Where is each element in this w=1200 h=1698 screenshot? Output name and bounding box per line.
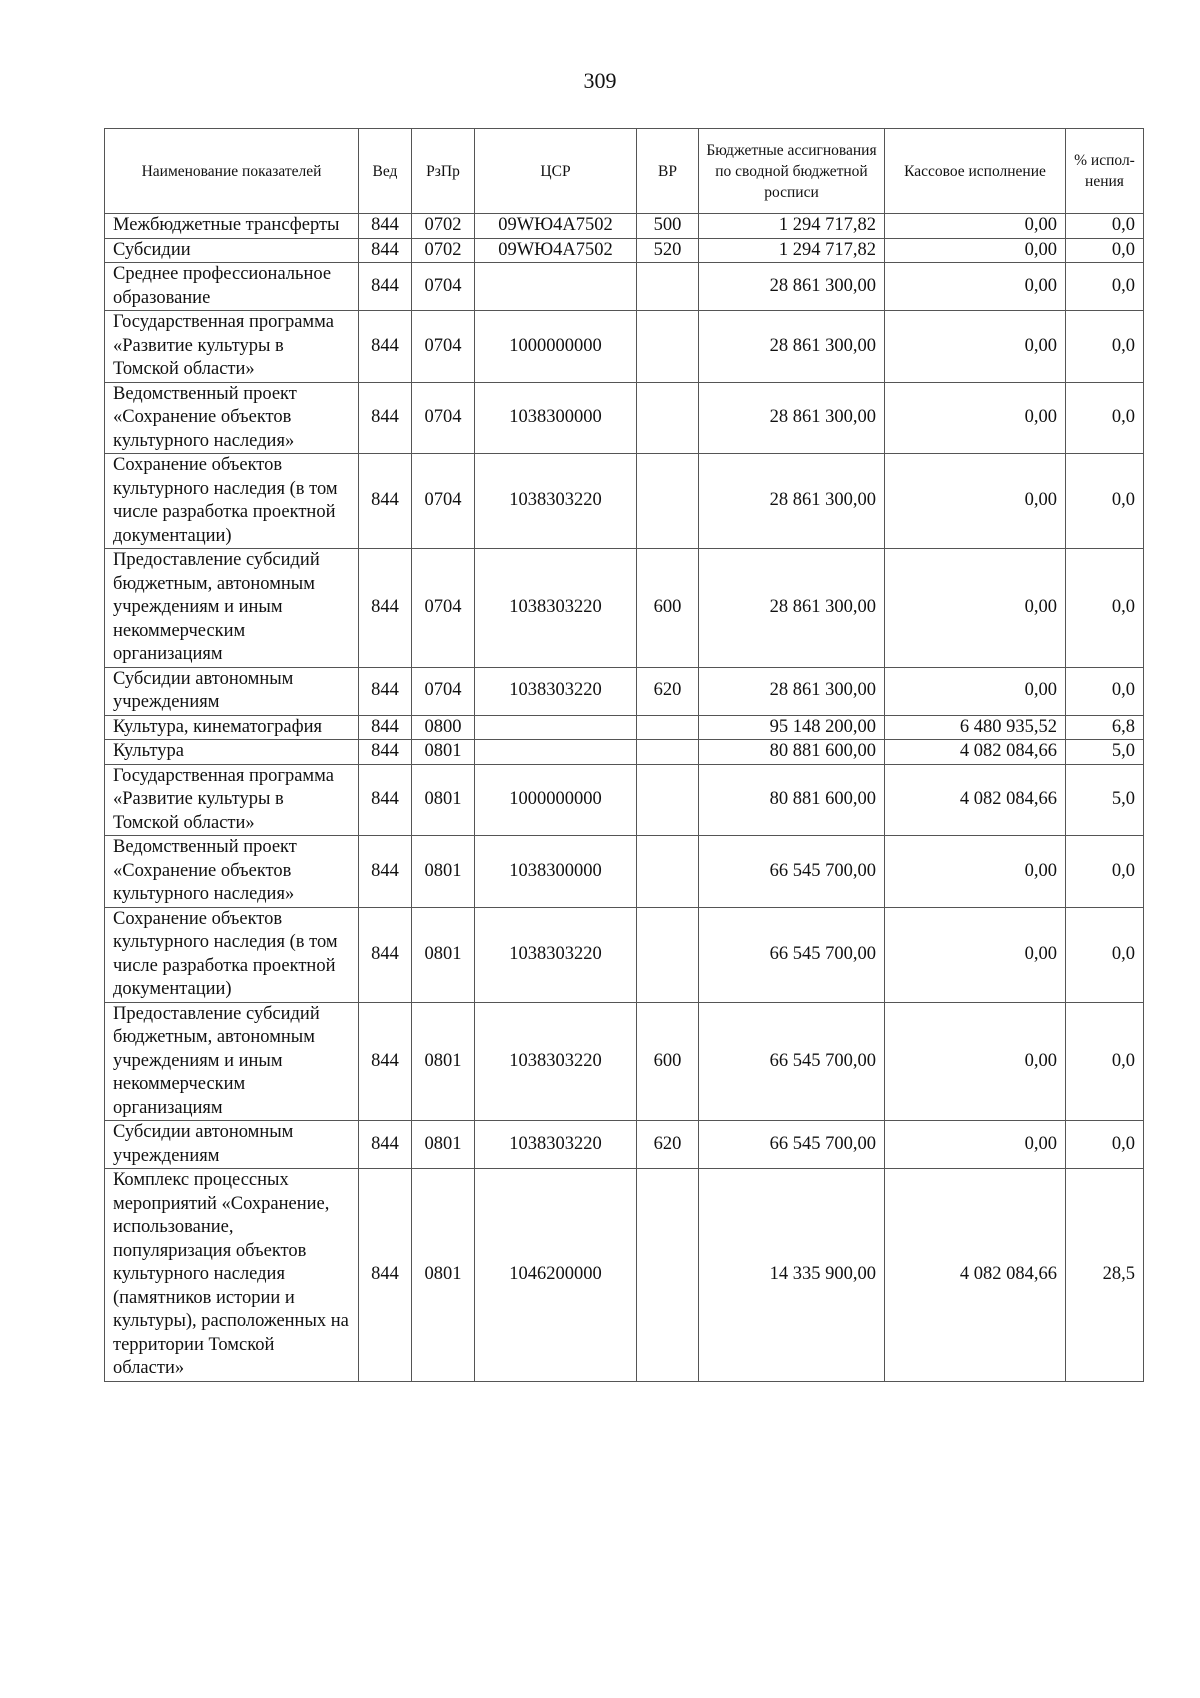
cell-percent: 0,0: [1066, 549, 1144, 668]
table-body: [105, 214, 1144, 1382]
cell-ved: 844: [359, 311, 412, 383]
cell-budget: 95 148 200,00: [699, 715, 885, 740]
cell-csr: 1038303220: [475, 1121, 637, 1169]
cell-name: Субсидии автономным учреждениям: [105, 667, 359, 715]
cell-csr: 1038300000: [475, 382, 637, 454]
cell-rzpr: 0801: [412, 907, 475, 1002]
cell-percent: 0,0: [1066, 454, 1144, 549]
cell-ved: 844: [359, 549, 412, 668]
cell-cash: 0,00: [885, 667, 1066, 715]
budget-execution-table: [104, 128, 1144, 1382]
cell-csr: 09WЮ4A7502: [475, 238, 637, 263]
table-header-row: [105, 129, 1144, 214]
cell-cash: 4 082 084,66: [885, 740, 1066, 765]
cell-budget: 28 861 300,00: [699, 667, 885, 715]
cell-rzpr: 0704: [412, 667, 475, 715]
cell-csr: [475, 740, 637, 765]
cell-cash: 0,00: [885, 1002, 1066, 1121]
cell-budget: 66 545 700,00: [699, 907, 885, 1002]
cell-rzpr: 0704: [412, 263, 475, 311]
cell-name: Межбюджетные трансферты: [105, 214, 359, 239]
cell-ved: 844: [359, 1121, 412, 1169]
cell-percent: 0,0: [1066, 667, 1144, 715]
cell-budget: 66 545 700,00: [699, 1121, 885, 1169]
cell-cash: 0,00: [885, 549, 1066, 668]
cell-budget: 1 294 717,82: [699, 238, 885, 263]
cell-budget: 28 861 300,00: [699, 311, 885, 383]
cell-rzpr: 0704: [412, 382, 475, 454]
cell-ved: 844: [359, 667, 412, 715]
cell-rzpr: 0704: [412, 311, 475, 383]
table-row: [105, 238, 1144, 263]
cell-percent: 28,5: [1066, 1169, 1144, 1382]
header-ved: Вед: [359, 129, 412, 214]
table-row: [105, 907, 1144, 1002]
cell-ved: 844: [359, 836, 412, 908]
cell-cash: 0,00: [885, 382, 1066, 454]
cell-vr: [637, 740, 699, 765]
header-vr: ВР: [637, 129, 699, 214]
cell-rzpr: 0801: [412, 1002, 475, 1121]
cell-rzpr: 0801: [412, 1169, 475, 1382]
cell-vr: [637, 1169, 699, 1382]
cell-ved: 844: [359, 764, 412, 836]
cell-csr: [475, 263, 637, 311]
cell-name: Ведомственный проект «Сохранение объектов культурного наследия»: [105, 836, 359, 908]
cell-percent: 0,0: [1066, 1002, 1144, 1121]
cell-vr: [637, 764, 699, 836]
table-row: [105, 382, 1144, 454]
cell-vr: 500: [637, 214, 699, 239]
cell-ved: 844: [359, 715, 412, 740]
cell-percent: 0,0: [1066, 238, 1144, 263]
cell-csr: 09WЮ4A7502: [475, 214, 637, 239]
cell-budget: 66 545 700,00: [699, 836, 885, 908]
cell-budget: 80 881 600,00: [699, 740, 885, 765]
cell-name: Субсидии: [105, 238, 359, 263]
cell-csr: 1038303220: [475, 454, 637, 549]
cell-csr: 1000000000: [475, 311, 637, 383]
cell-name: Сохранение объектов культурного наследия (в том числе разработка проектной документации): [105, 907, 359, 1002]
cell-cash: 0,00: [885, 1121, 1066, 1169]
header-csr: ЦСР: [475, 129, 637, 214]
cell-percent: 0,0: [1066, 214, 1144, 239]
cell-percent: 0,0: [1066, 311, 1144, 383]
cell-vr: [637, 311, 699, 383]
cell-csr: 1000000000: [475, 764, 637, 836]
table-row: [105, 1121, 1144, 1169]
cell-ved: 844: [359, 263, 412, 311]
table-row: [105, 454, 1144, 549]
header-percent: % испол-нения: [1066, 129, 1144, 214]
page-number: 309: [583, 68, 617, 93]
cell-cash: 0,00: [885, 836, 1066, 908]
table-row: [105, 1169, 1144, 1382]
table-row: [105, 715, 1144, 740]
cell-budget: 14 335 900,00: [699, 1169, 885, 1382]
cell-ved: 844: [359, 907, 412, 1002]
cell-name: Предоставление субсидий бюджетным, автономным учреждениям и иным некоммерческим организациям: [105, 1002, 359, 1121]
cell-percent: 0,0: [1066, 836, 1144, 908]
table-row: [105, 740, 1144, 765]
cell-rzpr: 0801: [412, 764, 475, 836]
cell-ved: 844: [359, 1002, 412, 1121]
cell-rzpr: 0704: [412, 549, 475, 668]
cell-cash: 0,00: [885, 907, 1066, 1002]
cell-vr: [637, 715, 699, 740]
cell-rzpr: 0702: [412, 238, 475, 263]
cell-csr: 1038300000: [475, 836, 637, 908]
cell-ved: 844: [359, 238, 412, 263]
cell-budget: 28 861 300,00: [699, 382, 885, 454]
cell-csr: 1046200000: [475, 1169, 637, 1382]
cell-vr: [637, 454, 699, 549]
cell-cash: 4 082 084,66: [885, 1169, 1066, 1382]
cell-vr: 620: [637, 667, 699, 715]
cell-ved: 844: [359, 740, 412, 765]
table-row: [105, 214, 1144, 239]
cell-percent: 0,0: [1066, 1121, 1144, 1169]
cell-csr: 1038303220: [475, 667, 637, 715]
cell-cash: 0,00: [885, 311, 1066, 383]
cell-rzpr: 0801: [412, 740, 475, 765]
cell-rzpr: 0801: [412, 836, 475, 908]
cell-ved: 844: [359, 454, 412, 549]
cell-rzpr: 0704: [412, 454, 475, 549]
table-row: [105, 836, 1144, 908]
cell-name: Предоставление субсидий бюджетным, автономным учреждениям и иным некоммерческим организациям: [105, 549, 359, 668]
cell-vr: [637, 263, 699, 311]
cell-budget: 28 861 300,00: [699, 454, 885, 549]
cell-percent: 0,0: [1066, 907, 1144, 1002]
cell-vr: 600: [637, 1002, 699, 1121]
cell-budget: 80 881 600,00: [699, 764, 885, 836]
cell-ved: 844: [359, 382, 412, 454]
cell-ved: 844: [359, 1169, 412, 1382]
cell-percent: 5,0: [1066, 740, 1144, 765]
header-cash: Кассовое исполнение: [885, 129, 1066, 214]
table-row: [105, 311, 1144, 383]
header-budget: Бюджетные ассигнования по сводной бюджетной росписи: [699, 129, 885, 214]
cell-cash: 0,00: [885, 238, 1066, 263]
cell-vr: [637, 836, 699, 908]
table-row: [105, 764, 1144, 836]
cell-vr: 520: [637, 238, 699, 263]
table-row: [105, 667, 1144, 715]
cell-name: Ведомственный проект «Сохранение объектов культурного наследия»: [105, 382, 359, 454]
cell-name: Государственная программа «Развитие культуры в Томской области»: [105, 311, 359, 383]
cell-name: Субсидии автономным учреждениям: [105, 1121, 359, 1169]
cell-name: Среднее профессиональное образование: [105, 263, 359, 311]
header-rzpr: РзПр: [412, 129, 475, 214]
cell-vr: [637, 907, 699, 1002]
cell-name: Государственная программа «Развитие культуры в Томской области»: [105, 764, 359, 836]
cell-name: Культура, кинематография: [105, 715, 359, 740]
cell-csr: [475, 715, 637, 740]
header-name: Наименование показателей: [105, 129, 359, 214]
cell-name: Комплекс процессных мероприятий «Сохранение, использование, популяризация объектов культурного наследия (памятников истории и культуры), расположенных на территории Томской области»: [105, 1169, 359, 1382]
cell-vr: 620: [637, 1121, 699, 1169]
cell-budget: 1 294 717,82: [699, 214, 885, 239]
cell-cash: 0,00: [885, 214, 1066, 239]
table-row: [105, 549, 1144, 668]
cell-name: Сохранение объектов культурного наследия (в том числе разработка проектной документации): [105, 454, 359, 549]
cell-cash: 0,00: [885, 454, 1066, 549]
cell-percent: 5,0: [1066, 764, 1144, 836]
cell-cash: 6 480 935,52: [885, 715, 1066, 740]
cell-percent: 0,0: [1066, 263, 1144, 311]
cell-csr: 1038303220: [475, 1002, 637, 1121]
cell-budget: 28 861 300,00: [699, 263, 885, 311]
cell-rzpr: 0702: [412, 214, 475, 239]
cell-percent: 6,8: [1066, 715, 1144, 740]
cell-ved: 844: [359, 214, 412, 239]
cell-csr: 1038303220: [475, 907, 637, 1002]
cell-csr: 1038303220: [475, 549, 637, 668]
cell-name: Культура: [105, 740, 359, 765]
cell-vr: 600: [637, 549, 699, 668]
cell-rzpr: 0801: [412, 1121, 475, 1169]
table-row: [105, 263, 1144, 311]
cell-budget: 28 861 300,00: [699, 549, 885, 668]
cell-cash: 4 082 084,66: [885, 764, 1066, 836]
cell-cash: 0,00: [885, 263, 1066, 311]
cell-rzpr: 0800: [412, 715, 475, 740]
cell-budget: 66 545 700,00: [699, 1002, 885, 1121]
cell-percent: 0,0: [1066, 382, 1144, 454]
cell-vr: [637, 382, 699, 454]
table-row: [105, 1002, 1144, 1121]
